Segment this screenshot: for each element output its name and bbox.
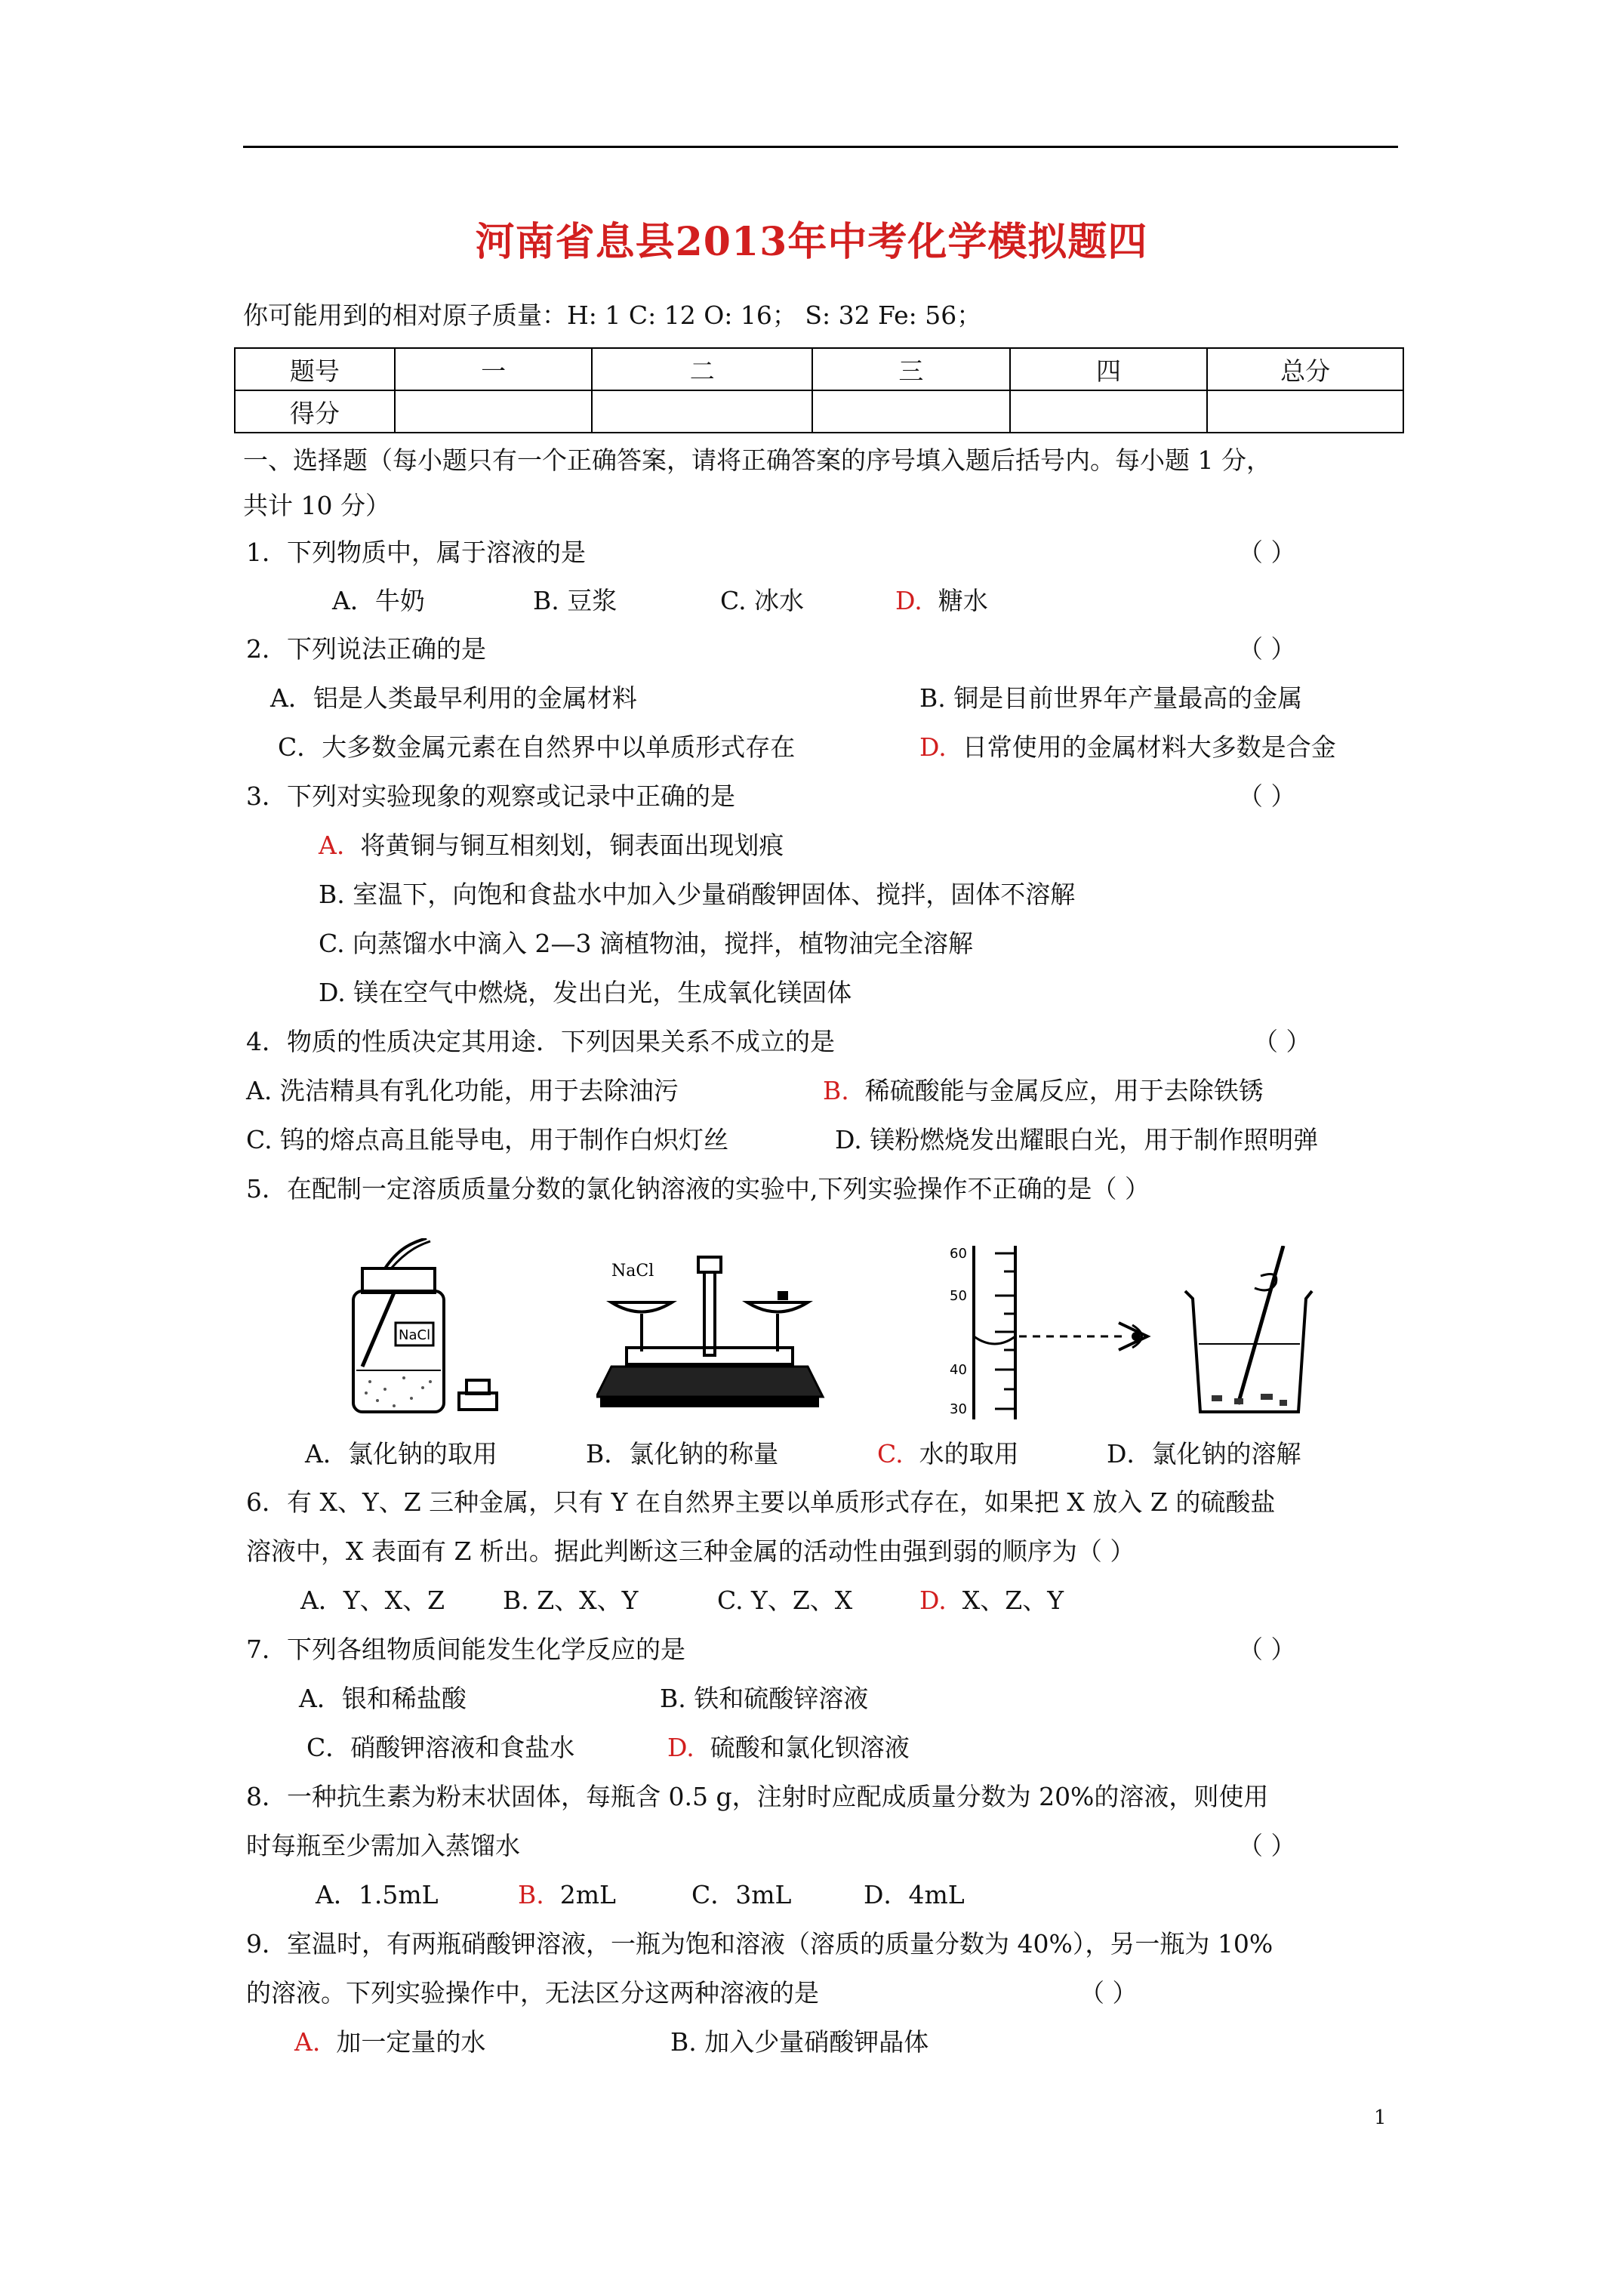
q8-option-d: D．4mL bbox=[864, 1880, 965, 1909]
q6-option-a: A．Y、X、Z bbox=[300, 1586, 445, 1615]
answer-letter: B. bbox=[823, 1076, 849, 1105]
q2-option-a: A．铝是人类最早利用的金属材料 bbox=[270, 683, 637, 713]
scale-mark: 60 bbox=[950, 1246, 967, 1262]
q5-option-b: B．氯化钠的称量 bbox=[586, 1439, 779, 1469]
answer-paren: （ ） bbox=[1079, 1978, 1138, 2008]
section-heading: 一、选择题（每小题只有一个正确答案，请将正确答案的序号填入题后括号内。每小题 1 分， bbox=[243, 445, 1271, 475]
score-header-cell: 一 bbox=[395, 348, 593, 390]
score-header-cell: 总分 bbox=[1207, 348, 1403, 390]
answer-letter: B. bbox=[518, 1880, 544, 1909]
option-text: 稀硫酸能与金属反应，用于去除铁锈 bbox=[864, 1076, 1264, 1105]
score-header-cell: 四 bbox=[1010, 348, 1208, 390]
q9-stem: 9．室温时，有两瓶硝酸钾溶液，一瓶为饱和溶液（溶质的质量分数为 40%），另一瓶为 10% bbox=[246, 1929, 1273, 1959]
figure-reagent-bottle bbox=[340, 1238, 506, 1419]
score-cell[interactable] bbox=[1010, 390, 1208, 433]
q1-option-a: A．牛奶 bbox=[332, 586, 425, 615]
score-cell[interactable] bbox=[1207, 390, 1403, 433]
option-text: 水的取用 bbox=[919, 1439, 1019, 1469]
q5-stem: 5．在配制一定溶质质量分数的氯化钠溶液的实验中,下列实验操作不正确的是（ ） bbox=[246, 1174, 1150, 1203]
answer-letter: D. bbox=[895, 586, 922, 615]
option-text: X、Z、Y bbox=[962, 1586, 1064, 1615]
figure-beaker-stirring bbox=[1178, 1246, 1321, 1419]
exam-title: 河南省息县2013年中考化学模拟题四 bbox=[475, 219, 1148, 265]
option-text: 日常使用的金属材料大多数是合金 bbox=[962, 732, 1336, 762]
q6-option-d bbox=[919, 1586, 1064, 1616]
score-header-cell: 二 bbox=[592, 348, 812, 390]
section-heading-cont: 共计 10 分） bbox=[243, 491, 390, 520]
answer-paren: （ ） bbox=[1238, 1831, 1296, 1860]
q9-stem-cont: 的溶液。下列实验操作中，无法区分这两种溶液的是 bbox=[246, 1978, 819, 2008]
q2-option-c: C．大多数金属元素在自然界中以单质形式存在 bbox=[278, 732, 796, 762]
figure-graduated-cylinder bbox=[944, 1238, 1200, 1419]
scale-mark: 40 bbox=[950, 1362, 967, 1378]
q4-option-b bbox=[823, 1076, 1264, 1106]
answer-paren: （ ） bbox=[1253, 1027, 1311, 1056]
answer-letter: A. bbox=[319, 831, 345, 860]
q7-stem: 7．下列各组物质间能发生化学反应的是 bbox=[246, 1635, 685, 1664]
q4-option-a: A. 洗洁精具有乳化功能，用于去除油污 bbox=[246, 1076, 679, 1105]
scale-mark: 50 bbox=[950, 1288, 967, 1304]
atomic-mass-line: 你可能用到的相对原子质量：H: 1 C: 12 O: 16； S: 32 Fe: 56； bbox=[243, 300, 982, 330]
answer-paren: （ ） bbox=[1238, 781, 1296, 811]
q7-option-c: C．硝酸钾溶液和食盐水 bbox=[306, 1733, 575, 1762]
q7-option-d bbox=[667, 1733, 910, 1763]
answer-letter: D. bbox=[919, 732, 947, 762]
q5-option-c bbox=[877, 1439, 1019, 1469]
header-rule bbox=[243, 146, 1398, 148]
scale-mark: 30 bbox=[950, 1401, 967, 1417]
q8-option-a: A．1.5mL bbox=[316, 1880, 439, 1909]
q3-stem: 3．下列对实验现象的观察或记录中正确的是 bbox=[246, 781, 735, 811]
bottle-label: NaCl bbox=[399, 1327, 431, 1343]
option-text: 2mL bbox=[559, 1880, 616, 1909]
option-text: 硫酸和氯化钡溶液 bbox=[710, 1733, 910, 1762]
page-number: 1 bbox=[1374, 2106, 1387, 2129]
score-row-label: 得分 bbox=[235, 390, 395, 433]
q8-stem: 8．一种抗生素为粉末状固体，每瓶含 0.5 g，注射时应配成质量分数为 20%的溶液，则使用 bbox=[246, 1782, 1269, 1811]
score-cell[interactable] bbox=[812, 390, 1010, 433]
answer-paren: （ ） bbox=[1238, 1635, 1296, 1664]
answer-letter: A. bbox=[294, 2027, 321, 2057]
q1-option-b: B. 豆浆 bbox=[533, 586, 617, 615]
q6-option-c: C. Y、Z、X bbox=[717, 1586, 853, 1615]
q4-option-c: C. 钨的熔点高且能导电，用于制作白炽灯丝 bbox=[246, 1125, 729, 1154]
q4-option-d: D. 镁粉燃烧发出耀眼白光，用于制作照明弹 bbox=[835, 1125, 1319, 1154]
q9-option-b: B. 加入少量硝酸钾晶体 bbox=[670, 2027, 929, 2057]
score-header-cell: 三 bbox=[812, 348, 1010, 390]
q1-option-d bbox=[895, 586, 988, 616]
q3-option-c: C. 向蒸馏水中滴入 2—3 滴植物油，搅拌，植物油完全溶解 bbox=[319, 929, 974, 958]
answer-letter: D. bbox=[667, 1733, 694, 1762]
option-text: 糖水 bbox=[938, 586, 988, 615]
option-text: 将黄铜与铜互相刻划，铜表面出现划痕 bbox=[360, 831, 784, 860]
score-cell[interactable] bbox=[592, 390, 812, 433]
score-cell[interactable] bbox=[395, 390, 593, 433]
option-text: 加一定量的水 bbox=[336, 2027, 486, 2057]
q2-option-d bbox=[919, 732, 1336, 763]
q2-option-b: B. 铜是目前世界年产量最高的金属 bbox=[919, 683, 1303, 713]
q5-option-d: D．氯化钠的溶解 bbox=[1107, 1439, 1301, 1469]
q6-stem-cont: 溶液中，X 表面有 Z 析出。据此判断这三种金属的活动性由强到弱的顺序为（ ） bbox=[246, 1536, 1135, 1566]
score-table bbox=[234, 347, 1404, 433]
score-header-cell: 题号 bbox=[235, 348, 395, 390]
q7-option-a: A．银和稀盐酸 bbox=[299, 1684, 467, 1713]
score-table-header-row bbox=[235, 348, 1403, 390]
q8-option-b bbox=[518, 1880, 616, 1910]
score-table-score-row bbox=[235, 390, 1403, 433]
q1-option-c: C. 冰水 bbox=[720, 586, 805, 615]
q8-option-c: C．3mL bbox=[691, 1880, 792, 1909]
answer-letter: D. bbox=[919, 1586, 947, 1615]
q4-stem: 4．物质的性质决定其用途．下列因果关系不成立的是 bbox=[246, 1027, 835, 1056]
q5-option-a: A．氯化钠的取用 bbox=[305, 1439, 497, 1469]
figure-balance bbox=[596, 1246, 838, 1419]
q8-stem-cont: 时每瓶至少需加入蒸馏水 bbox=[246, 1831, 520, 1860]
q3-option-b: B. 室温下，向饱和食盐水中加入少量硝酸钾固体、搅拌，固体不溶解 bbox=[319, 880, 1076, 909]
q3-option-d: D. 镁在空气中燃烧，发出白光，生成氧化镁固体 bbox=[319, 978, 852, 1007]
q9-option-a bbox=[294, 2027, 485, 2057]
q3-option-a bbox=[319, 831, 784, 861]
q1-stem: 1．下列物质中，属于溶液的是 bbox=[246, 538, 586, 567]
answer-paren: （ ） bbox=[1238, 634, 1296, 664]
q6-stem: 6．有 X、Y、Z 三种金属，只有 Y 在自然界主要以单质形式存在，如果把 X 放入 Z 的硫酸盐 bbox=[246, 1487, 1276, 1517]
q7-option-b: B. 铁和硫酸锌溶液 bbox=[660, 1684, 869, 1713]
q6-option-b: B. Z、X、Y bbox=[503, 1586, 639, 1615]
balance-label: NaCl bbox=[611, 1262, 654, 1281]
answer-letter: C. bbox=[877, 1439, 904, 1469]
q2-stem: 2．下列说法正确的是 bbox=[246, 634, 486, 664]
answer-paren: （ ） bbox=[1238, 538, 1296, 567]
